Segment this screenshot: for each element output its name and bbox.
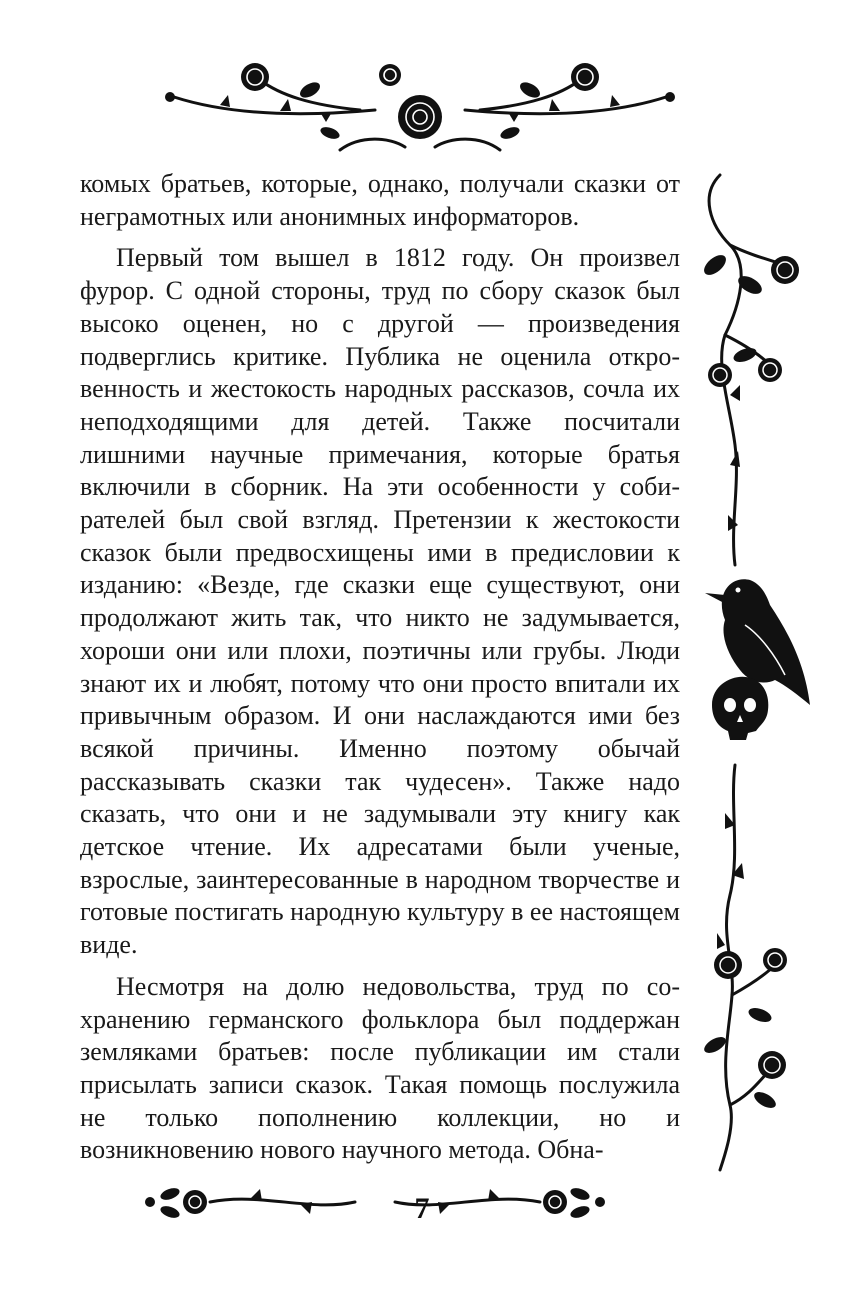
side-vine-raven-ornament xyxy=(690,165,820,1175)
paragraph-continued: комых братьев, которые, однако, получали сказки от неграмотных или анонимных информаторов. xyxy=(80,169,680,231)
paragraph: Первый том вышел в 1812 году. Он произвел фурор. С одной стороны, труд по сбору сказок был высоко оценен, но с другой — произведения подверглись критике. Публика не оценила откровенность и жестокость народных рассказов, сочла их неподходящими для детей. Также посчитали лишними научные примечания, которые братья включили в сборник. На эти особенности у собирателей был свой взгляд. Претензии к жестокости сказок были предвосхищены ими в предисловии к изданию: «Везде, где сказки еще существуют, они продолжают жить так, что никто не задумывается, хороши они или плохи, поэтичны или грубы. Люди знают их и любят, потому что они просто впитали их привычным образом. И они наслаждаются ими без всякой причины. Именно поэтому обычай рассказывать сказки так чудесен». Также надо сказать, что они и не задумывали эту книгу как детское чтение. Их адресатами были ученые, взрослые, заинтересованные в народном творчестве и готовые постигать народную культуру в ее настоящем виде. xyxy=(80,243,680,960)
page-number: 7 xyxy=(414,1192,430,1225)
page-body-text xyxy=(80,168,680,1167)
paragraph: Несмотря на долю недовольства, труд по сохранению германского фольклора был поддержан земляками братьев: после публикации им стали присылать записи сказок. Такая помощь послужила не только пополнению коллекции, но и возникновению нового научного метода. Обна- xyxy=(80,971,680,1165)
top-rose-ornament xyxy=(160,55,680,165)
